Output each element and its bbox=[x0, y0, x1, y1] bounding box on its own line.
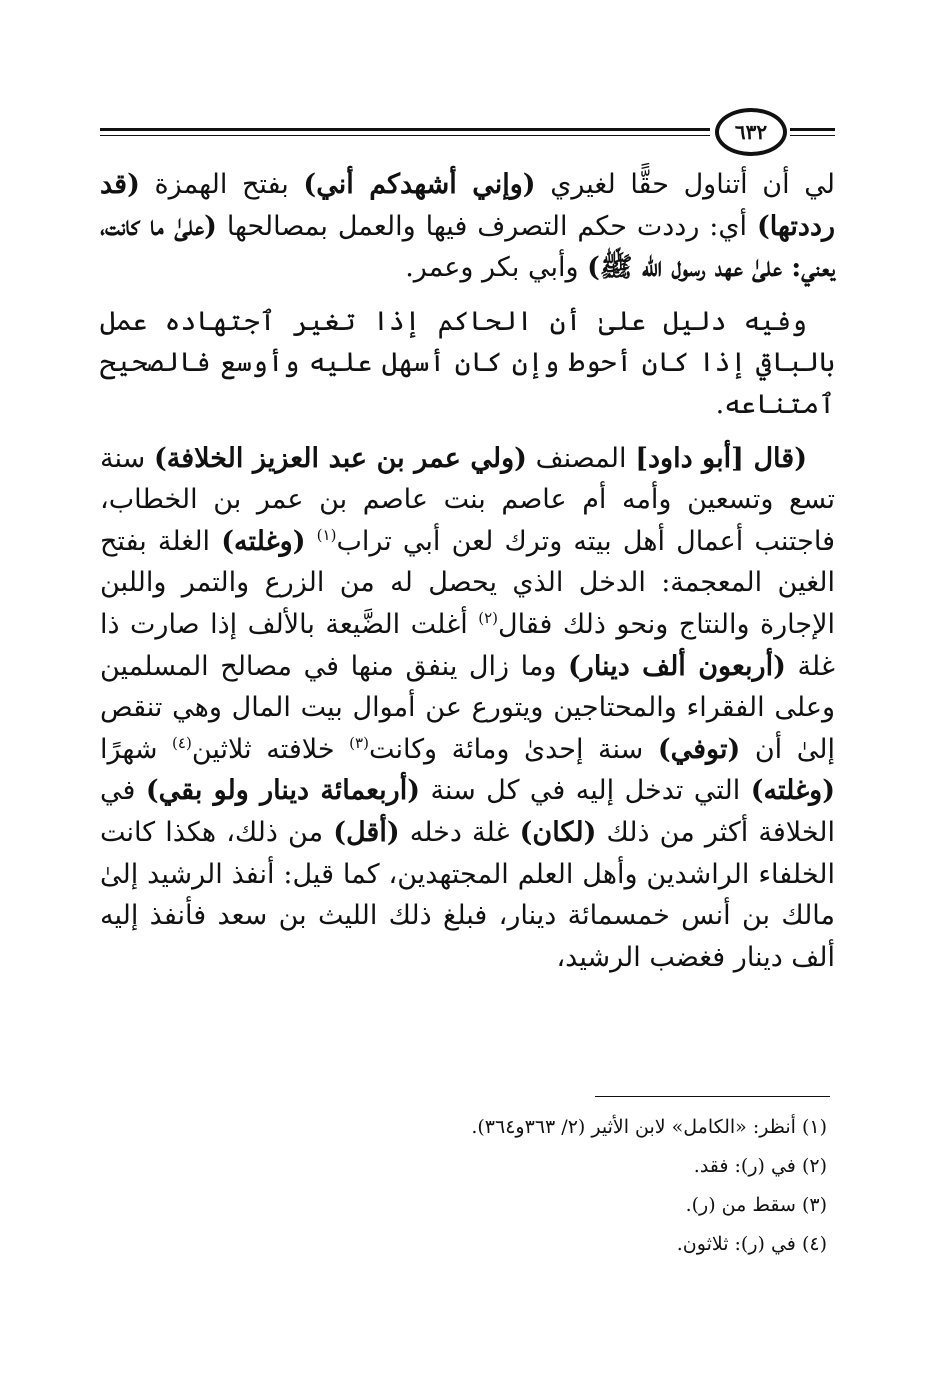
sharh-text: أغلت الضَّيعة بالألف إذا صارت ذا غلة bbox=[100, 608, 835, 682]
footnote-text: في (ر): ثلاثون. bbox=[676, 1233, 796, 1255]
matn-text: (قد رددتها) bbox=[100, 169, 835, 242]
footnote-text: في (ر): فقد. bbox=[693, 1155, 796, 1177]
main-text bbox=[100, 164, 835, 990]
page-number: ٦٣٢ bbox=[715, 108, 787, 156]
matn-text: (أقل) bbox=[333, 816, 400, 848]
matn-text: (قال [أبو داود] bbox=[635, 442, 807, 474]
footnote-ref[interactable]: (٢) bbox=[478, 608, 498, 627]
paragraph bbox=[100, 301, 835, 426]
sharh-text: التي تدخل إليه في كل سنة bbox=[420, 775, 751, 807]
sharh-text: خلافته ثلاثين bbox=[191, 733, 350, 765]
footnotes bbox=[100, 1108, 835, 1264]
matn-text: (توفي) bbox=[657, 733, 741, 765]
sharh-text: وأبي بكر وعمر. bbox=[405, 252, 588, 284]
matn-text: (وغلته) bbox=[221, 525, 306, 557]
footnote bbox=[100, 1186, 835, 1225]
header-rule-right bbox=[790, 128, 835, 131]
footnote-ref[interactable]: (٤) bbox=[172, 733, 192, 752]
matn-text: (وإني أشهدكم أني) bbox=[303, 169, 536, 200]
matn-text: (أربعمائة دينار ولو بقي) bbox=[145, 775, 420, 807]
sharh-text: وما زال ينفق منها في مصالح المسلمين وعلى الفقراء والمحتاجين ويتورع عن أموال بيت المال وهي تنقص إلىٰ أن bbox=[100, 650, 835, 765]
sharh-text: شهرًا bbox=[100, 733, 173, 765]
footnote bbox=[100, 1108, 835, 1147]
matn-text: (وغلته) bbox=[750, 775, 835, 807]
header-rule bbox=[100, 128, 710, 131]
sharh-text: وفيه دليل علىٰ أن الحاكم إذا تغير ٱجتهاده عمل بالباقي إذا كان أحوط وإن كان أسهل عليه وأوسع فالصحيح ٱمتناعه. bbox=[100, 305, 835, 420]
sharh-text: سنة تسع وتسعين وأمه أم عاصم بنت عاصم بن عمر بن الخطاب، فاجتنب أعمال أهل بيته وترك لعن أبي تراب bbox=[100, 442, 835, 557]
footnote bbox=[100, 1225, 835, 1264]
matn-text: (علىٰ ما كانت، يعني: علىٰ عهد رسول الله ﷺ) bbox=[100, 210, 835, 284]
matn-text: (ولي عمر بن عبد العزيز الخلافة) bbox=[153, 442, 527, 474]
sharh-text: أي: رددت حكم التصرف فيها والعمل بمصالحها bbox=[216, 210, 757, 242]
footnote-number: (٣) bbox=[801, 1194, 827, 1216]
sharh-text bbox=[306, 526, 317, 557]
paragraph bbox=[100, 164, 835, 289]
header-rule-right-thin bbox=[790, 135, 835, 136]
footnote-ref[interactable]: (٣) bbox=[349, 733, 369, 752]
sharh-text: من ذلك، هكذا كانت الخلفاء الراشدين وأهل العلم المجتهدين، كما قيل: أنفذ الرشيد إلىٰ مالك بن أنس خمسمائة دينار، فبلغ ذلك الليث بن سعد فأنفذ إليه ألف دينار فغضب الرشيد، bbox=[100, 816, 835, 973]
sharh-text: لي أن أتناول حقًّا لغيري bbox=[535, 169, 835, 200]
footnote-separator bbox=[595, 1096, 830, 1097]
sharh-text: بفتح الهمزة bbox=[139, 169, 304, 200]
header-rule-thin bbox=[100, 135, 710, 136]
footnote-number: (١) bbox=[801, 1116, 827, 1138]
sharh-text: غلة دخله bbox=[399, 816, 520, 848]
footnote-text: أنظر: «الكامل» لابن الأثير (٢/ ٣٦٣و٣٦٤). bbox=[471, 1116, 796, 1138]
sharh-text: المصنف bbox=[526, 442, 636, 474]
footnote-number: (٤) bbox=[801, 1233, 827, 1255]
sharh-text: الغلة بفتح الغين المعجمة: الدخل الذي يحصل له من الزرع والتمر واللبن الإجارة والنتاج ونحو ذلك فقال bbox=[100, 525, 835, 640]
page-header bbox=[100, 108, 835, 158]
sharh-text: سنة إحدىٰ ومائة وكانت bbox=[368, 733, 658, 765]
matn-text: (لكان) bbox=[519, 816, 597, 848]
matn-text: (أربعون ألف دينار) bbox=[568, 650, 786, 682]
footnote-number: (٢) bbox=[801, 1155, 827, 1177]
footnote-ref[interactable]: (١) bbox=[316, 525, 337, 544]
sharh-text: في الخلافة أكثر من ذلك bbox=[100, 775, 835, 848]
footnote bbox=[100, 1147, 835, 1186]
footnote-text: سقط من (ر). bbox=[685, 1194, 796, 1216]
paragraph bbox=[100, 438, 835, 979]
